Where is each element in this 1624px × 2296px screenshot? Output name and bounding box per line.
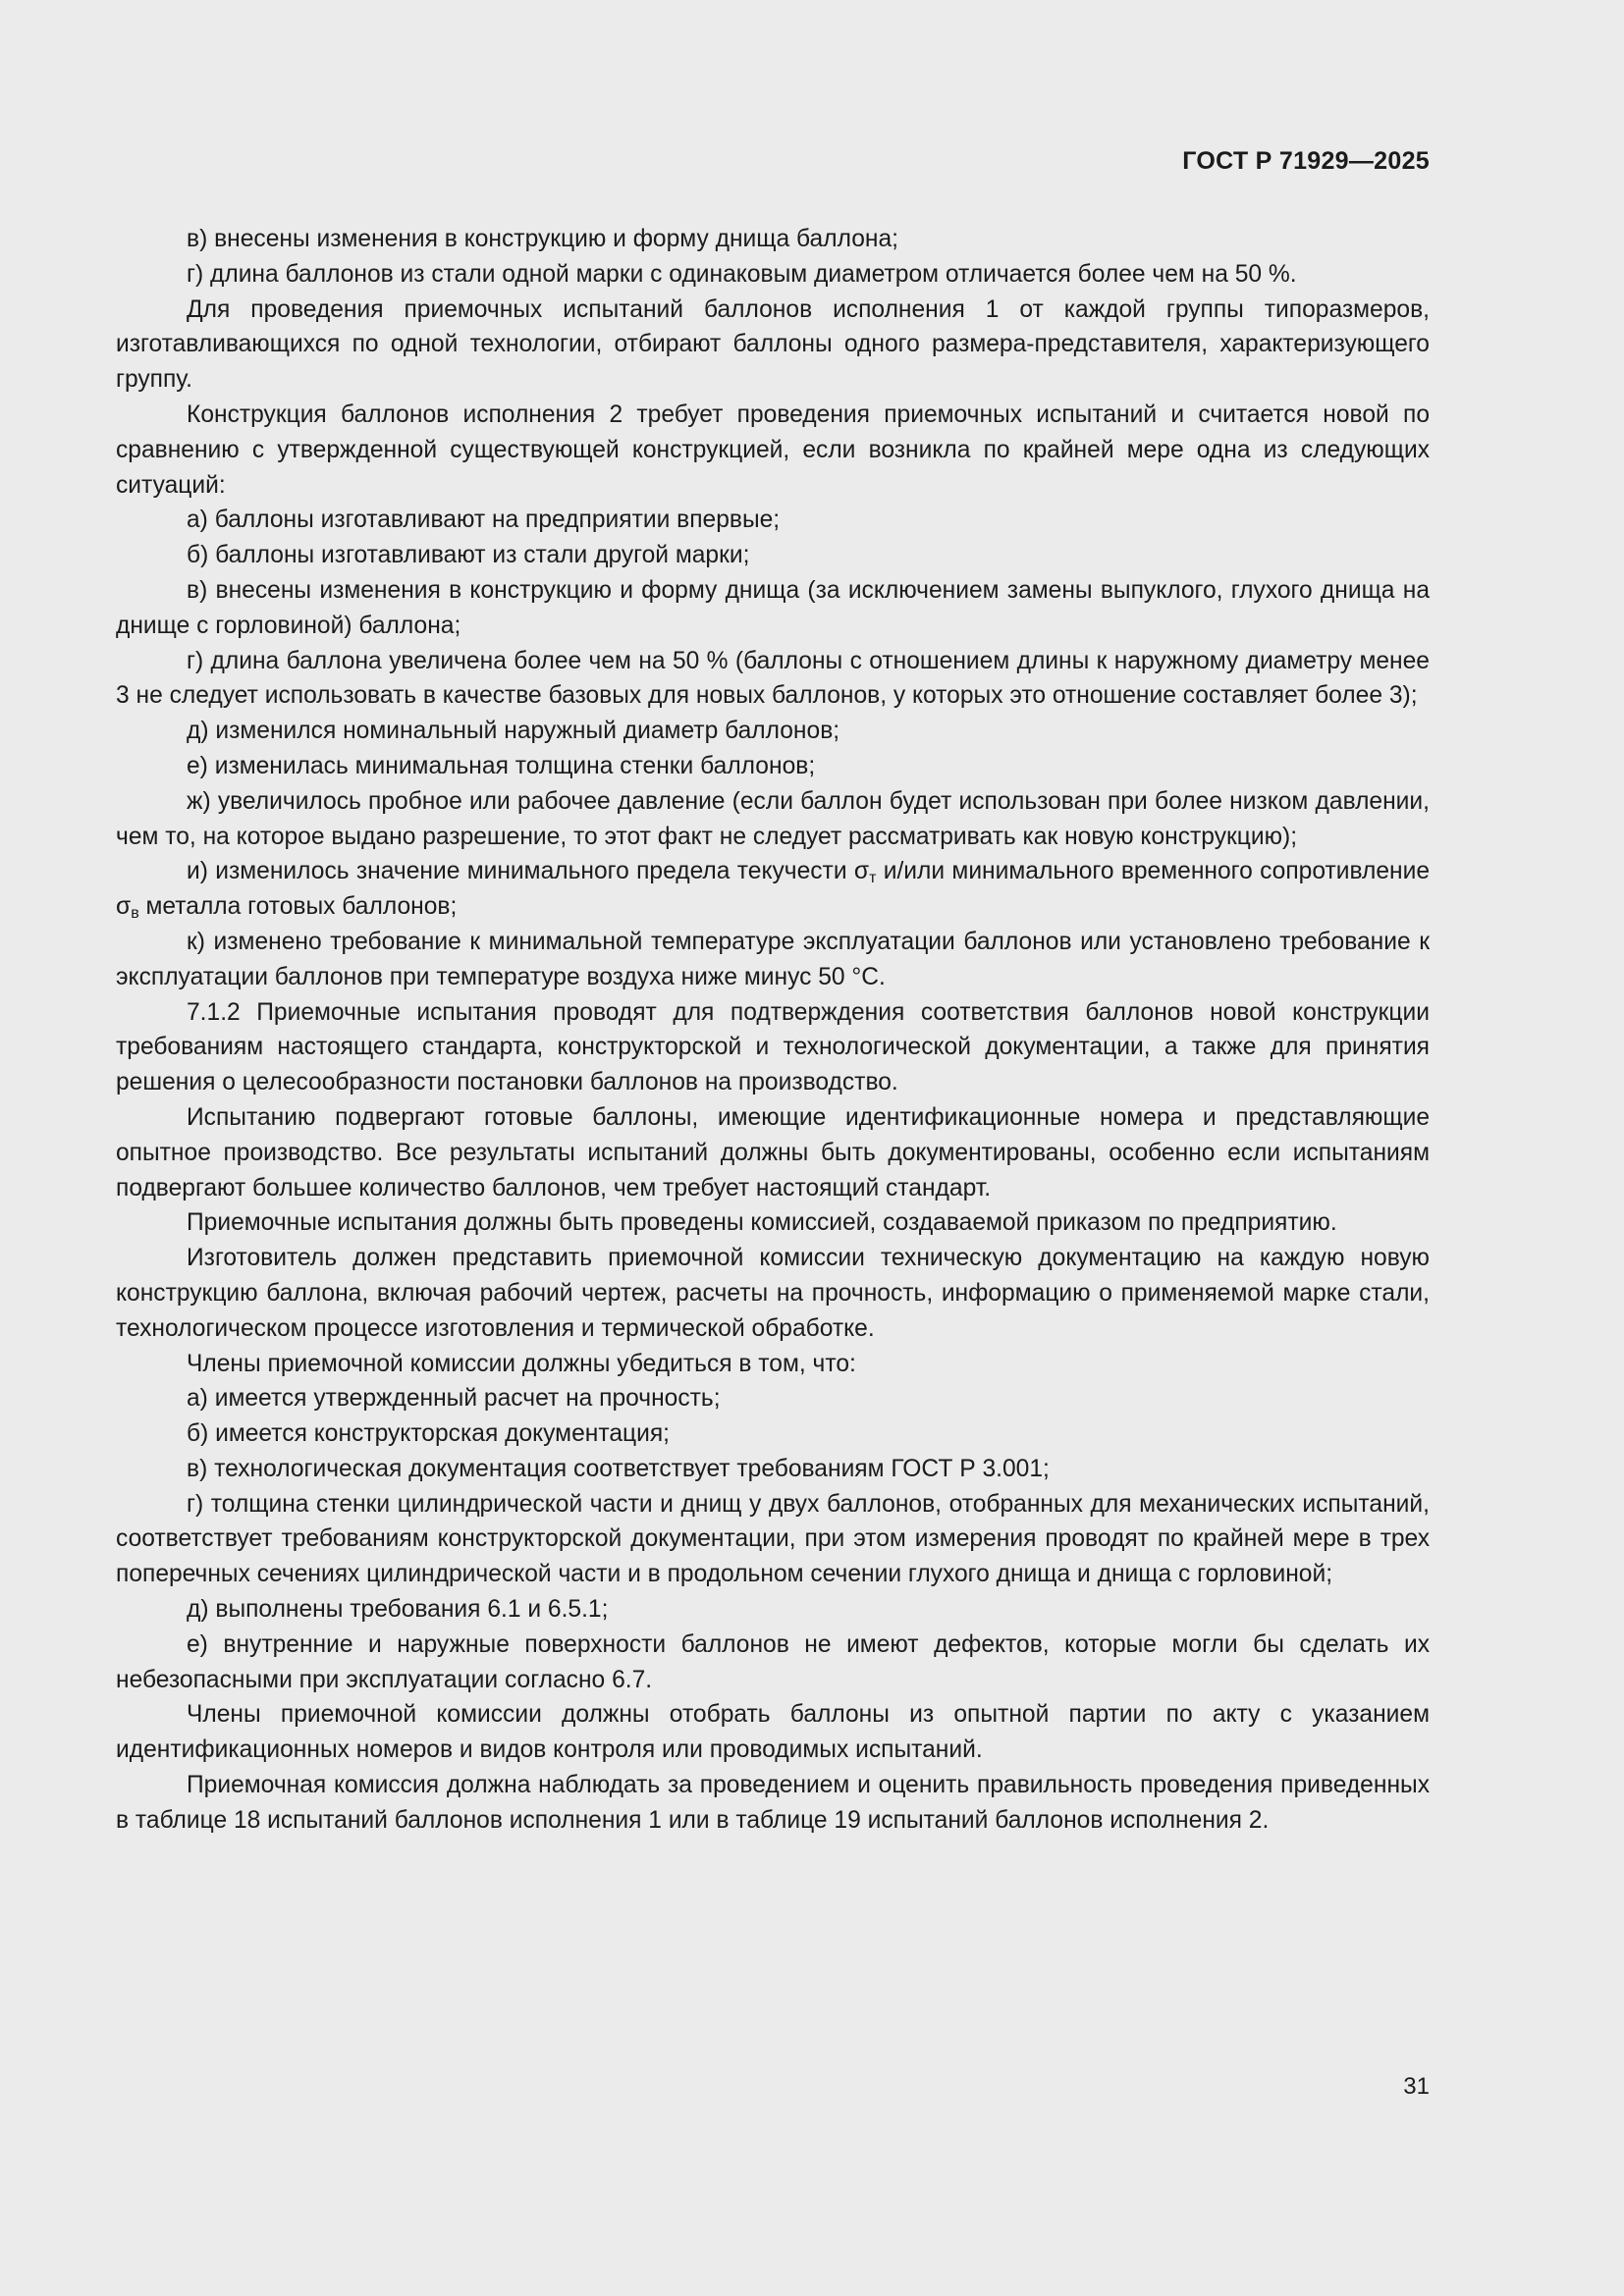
paragraph: Для проведения приемочных испытаний баллонов исполнения 1 от каждой группы типоразмеров, изготавливающихся по одной технологии, отбирают баллоны одного размера-представителя, характеризующего группу. <box>116 295 1430 394</box>
paragraph: Члены приемочной комиссии должны отобрать баллоны из опытной партии по акту с указанием идентификационных номеров и видов контроля или проводимых испытаний. <box>116 1701 1430 1764</box>
page-number: 31 <box>1403 2073 1430 2100</box>
paragraph: к) изменено требование к минимальной температуре эксплуатации баллонов или установлено требование к эксплуатации баллонов при температуре воздуха ниже минус 50 °С. <box>116 928 1430 990</box>
paragraph: а) баллоны изготавливают на предприятии впервые; <box>187 507 781 534</box>
standard-designation: ГОСТ Р 71929—2025 <box>1182 147 1430 175</box>
subscript-tensile: в <box>131 905 139 923</box>
paragraph: Изготовитель должен представить приемочной комиссии техническую документацию на каждую новую конструкцию баллона, включая рабочий чертеж, расчеты на прочность, информацию о применяемой марке стали, технологическом процессе изготовления и термической обработке. <box>116 1245 1430 1342</box>
paragraph: в) внесены изменения в конструкцию и форму днища (за исключением замены выпуклого, глухого днища на днище с горловиной) баллона; <box>116 576 1430 639</box>
paragraph: Приемочные испытания должны быть проведены комиссией, создаваемой приказом по предприятию. <box>187 1209 1337 1237</box>
paragraph: е) изменилась минимальная толщина стенки баллонов; <box>187 752 816 779</box>
paragraph-with-subscripts <box>116 854 1430 925</box>
paragraph-text: металла готовых баллонов; <box>138 893 458 921</box>
paragraph-text: и) изменилось значение минимального предела текучести σ <box>187 858 870 885</box>
paragraph: 7.1.2 Приемочные испытания проводят для подтверждения соответствия баллонов новой конструкции требованиям настоящего стандарта, конструкторской и технологической документации, а также для принятия решения о целесообразности постановки баллонов на производство. <box>116 998 1430 1096</box>
paragraph: г) длина баллона увеличена более чем на 50 % (баллоны с отношением длины к наружному диаметру менее 3 не следует использовать в качестве базовых для новых баллонов, у которых это отношение составляет более 3); <box>116 647 1430 710</box>
paragraph: г) толщина стенки цилиндрической части и днищ у двух баллонов, отобранных для механических испытаний, соответствует требованиям конструкторской документации, при этом измерения проводят по крайней мере в трех поперечных сечениях цилиндрической части и в продольном сечении глухого днища и днища с горловиной; <box>116 1490 1430 1588</box>
paragraph: Конструкция баллонов исполнения 2 требует проведения приемочных испытаний и считается новой по сравнению с утвержденной существующей конструкцией, если возникла по крайней мере одна из следующих ситуаций: <box>116 400 1430 499</box>
paragraph: б) имеется конструкторская документация; <box>187 1420 670 1448</box>
paragraph: д) выполнены требования 6.1 и 6.5.1; <box>187 1596 609 1624</box>
paragraph: ж) увеличилось пробное или рабочее давление (если баллон будет использован при более низком давлении, чем то, на которое выдано разрешение, то этот факт не следует рассматривать как новую конструкцию); <box>116 787 1430 850</box>
paragraph: Испытанию подвергают готовые баллоны, имеющие идентификационные номера и представляющие опытное производство. Все результаты испытаний должны быть документированы, особенно если испытаниям подвергают большее количество баллонов, чем требует настоящий стандарт. <box>116 1103 1430 1201</box>
paragraph: в) технологическая документация соответствует требованиям ГОСТ Р 3.001; <box>187 1455 1050 1482</box>
subscript-yield: т <box>869 870 877 887</box>
paragraph: е) внутренние и наружные поверхности баллонов не имеют дефектов, которые могли бы сделать их небезопасными при эксплуатации согласно 6.7. <box>116 1630 1430 1693</box>
paragraph: Приемочная комиссия должна наблюдать за проведением и оценить правильность проведения приведенных в таблице 18 испытаний баллонов исполнения 1 или в таблице 19 испытаний баллонов исполнения 2. <box>116 1772 1430 1834</box>
paragraph: д) изменился номинальный наружный диаметр баллонов; <box>187 718 840 745</box>
paragraph: г) длина баллонов из стали одной марки с одинаковым диаметром отличается более чем на 50 %. <box>187 260 1297 288</box>
paragraph: в) внесены изменения в конструкцию и форму днища баллона; <box>187 226 898 252</box>
paragraph: а) имеется утвержденный расчет на прочность; <box>187 1385 721 1413</box>
document-body <box>116 222 1430 1839</box>
paragraph: Члены приемочной комиссии должны убедиться в том, что: <box>187 1350 856 1377</box>
paragraph: б) баллоны изготавливают из стали другой марки; <box>187 542 750 569</box>
paragraph-text: и/или минимального временного сопротивление σ <box>116 858 1430 921</box>
